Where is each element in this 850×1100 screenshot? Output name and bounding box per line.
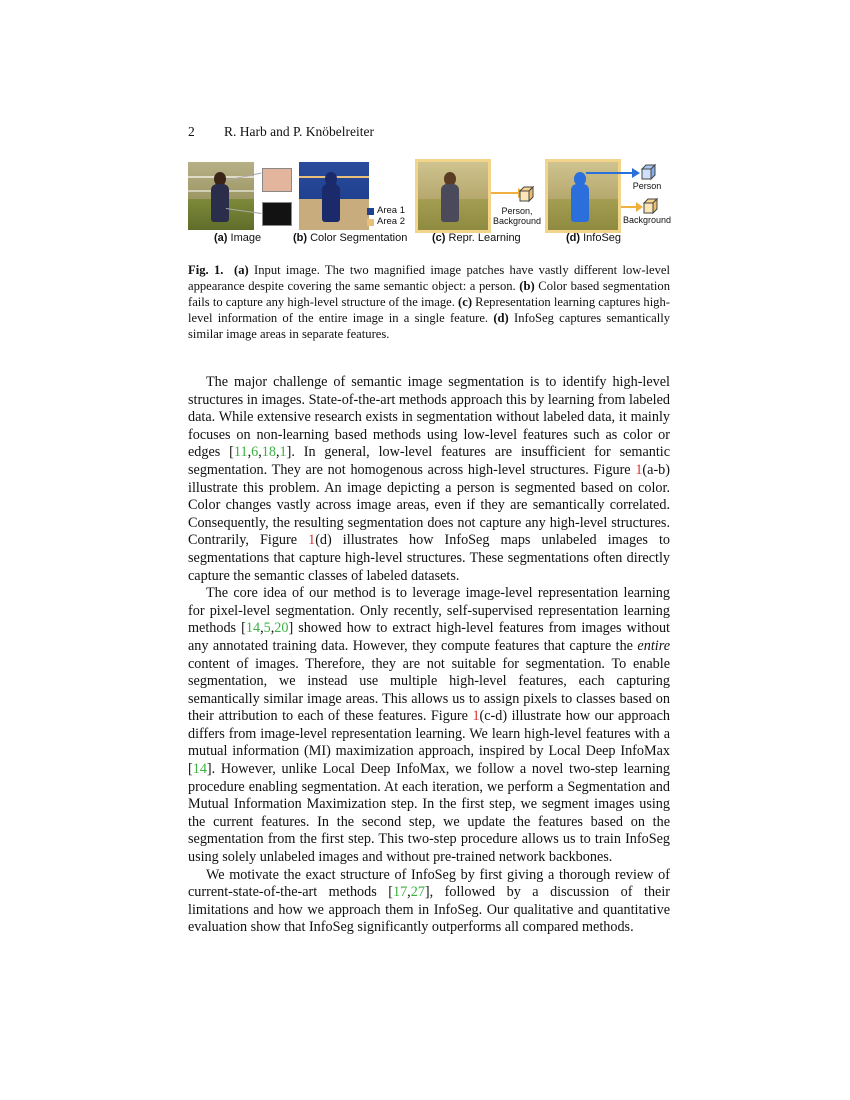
running-header xyxy=(188,124,374,140)
citation-link[interactable]: 1 xyxy=(279,444,287,461)
panel-a-caption: (a) Image xyxy=(214,232,262,244)
figure-ref-link[interactable]: 1 xyxy=(472,708,480,725)
background-feature-label: Background xyxy=(622,215,672,225)
legend-area2-swatch xyxy=(367,219,374,226)
person-arrowhead xyxy=(632,168,640,178)
figure-panel-d xyxy=(548,162,674,230)
figure-ref-link[interactable]: 1 xyxy=(308,532,316,549)
citation-link[interactable]: 14 xyxy=(192,761,207,778)
person-arrow xyxy=(586,172,634,174)
citation-link[interactable]: 18 xyxy=(261,444,276,461)
background-arrow xyxy=(621,206,637,208)
page-number: 2 xyxy=(188,124,195,139)
author-line: R. Harb and P. Knöbelreiter xyxy=(224,124,374,139)
figure-ref-link[interactable]: 1 xyxy=(635,461,643,478)
person-feature-cube-icon xyxy=(640,162,660,182)
color-segmentation-image xyxy=(299,162,369,230)
repr-learning-image xyxy=(418,162,488,230)
magnified-patch-dark xyxy=(262,202,292,226)
citation-link[interactable]: 27 xyxy=(410,884,425,901)
figure-panel-b xyxy=(299,162,409,230)
paragraph-3: We motivate the exact structure of InfoSeg by first giving a thorough review of current-state-of-the-art methods [17,27], followed by a discussion of their limitations and how we approach them in InfoSeg. Our qualitative and quantitative evaluation show that InfoSeg significantly outperforms all compared methods. xyxy=(188,866,670,936)
paragraph-1: The major challenge of semantic image segmentation is to identify high-level structures in images. State-of-the-art methods approach this by learning from labeled data. While extensive research exists in segmentation without labeled data, it mainly focuses on non-learning based methods using low-level features such as color or edges [11,6,18,1]. In general, low-level features are insufficient for semantic segmentation. They are not homogenous across high-level structures. Figure 1(a-b) illustrate this problem. An image depicting a person is segmented based on color. Color changes vastly across image areas, even if they are semantically correlated. Consequently, the resulting segmentation does not capture any high-level structures. Contrarily, Figure 1(d) illustrates how InfoSeg maps unlabeled images to segmentations that capture high-level structures. These segmentations often directly capture the semantic classes of labeled datasets. xyxy=(188,374,671,584)
panel-d-caption: (d) InfoSeg xyxy=(566,232,622,244)
figure-panel-c xyxy=(418,162,546,230)
repr-feature-cube-icon xyxy=(518,184,538,204)
paragraph-2: The core idea of our method is to leverage image-level representation learning for pixel-level segmentation. Only recently, self-supervised representation learning methods [14,5,20] showed how to extract high-level features from images without any annotated training data. However, they compute features that capture the entire content of images. Therefore, they are not suitable for segmentation. To enable segmentation, we instead use multiple high-level features, each capturing semantically similar image areas. This allows us to assign pixels to classes based on their attribution to each of these features. Figure 1(c-d) illustrate how our approach differs from image-level representation learning. We learn high-level features with a mutual information (MI) maximization approach, inspired by Local Deep InfoMax [14]. However, unlike Local Deep InfoMax, we follow a novel two-step learning procedure enabling segmentation. At each iteration, we perform a Segmentation and Mutual Information Maximization step. In the first step, we segment images using the current features. In the second step, we update the features based on the segmentation from the first step. This two-step procedure allows us to train InfoSeg using solely unlabeled images and without pre-trained network backbones. xyxy=(188,585,670,866)
body-text xyxy=(188,374,670,937)
input-image xyxy=(188,162,254,230)
legend-area1-swatch xyxy=(367,208,374,215)
panel-c-caption: (c) Repr. Learning xyxy=(432,232,521,244)
citation-link[interactable]: 6 xyxy=(251,444,259,461)
magnified-patch-skin xyxy=(262,168,292,192)
figure-caption: Fig. 1. (a) Input image. The two magnified image patches have vastly different low-level appearance despite covering the same semantic object: a person. (b) Color based segmentation fails to capture any high-level structure of the image. (c) Representation learning captures high-level information of the entire image in a single feature. (d) InfoSeg captures semantically similar image areas in separate features. xyxy=(188,263,671,341)
figure-panel-a xyxy=(188,162,298,230)
repr-arrow xyxy=(491,192,519,194)
citation-link[interactable]: 5 xyxy=(263,620,271,637)
background-feature-cube-icon xyxy=(642,196,662,216)
citation-link[interactable]: 20 xyxy=(274,620,289,637)
panel-b-caption: (b) Color Segmentation xyxy=(293,232,408,244)
citation-link[interactable]: 14 xyxy=(245,620,261,637)
repr-feature-label: Person, Background xyxy=(492,206,542,226)
citation-link[interactable]: 17 xyxy=(392,884,408,901)
legend-area1-label: Area 1 xyxy=(377,205,405,216)
legend-area2-label: Area 2 xyxy=(377,216,405,227)
person-feature-label: Person xyxy=(632,181,662,191)
citation-link[interactable]: 11 xyxy=(233,444,248,461)
